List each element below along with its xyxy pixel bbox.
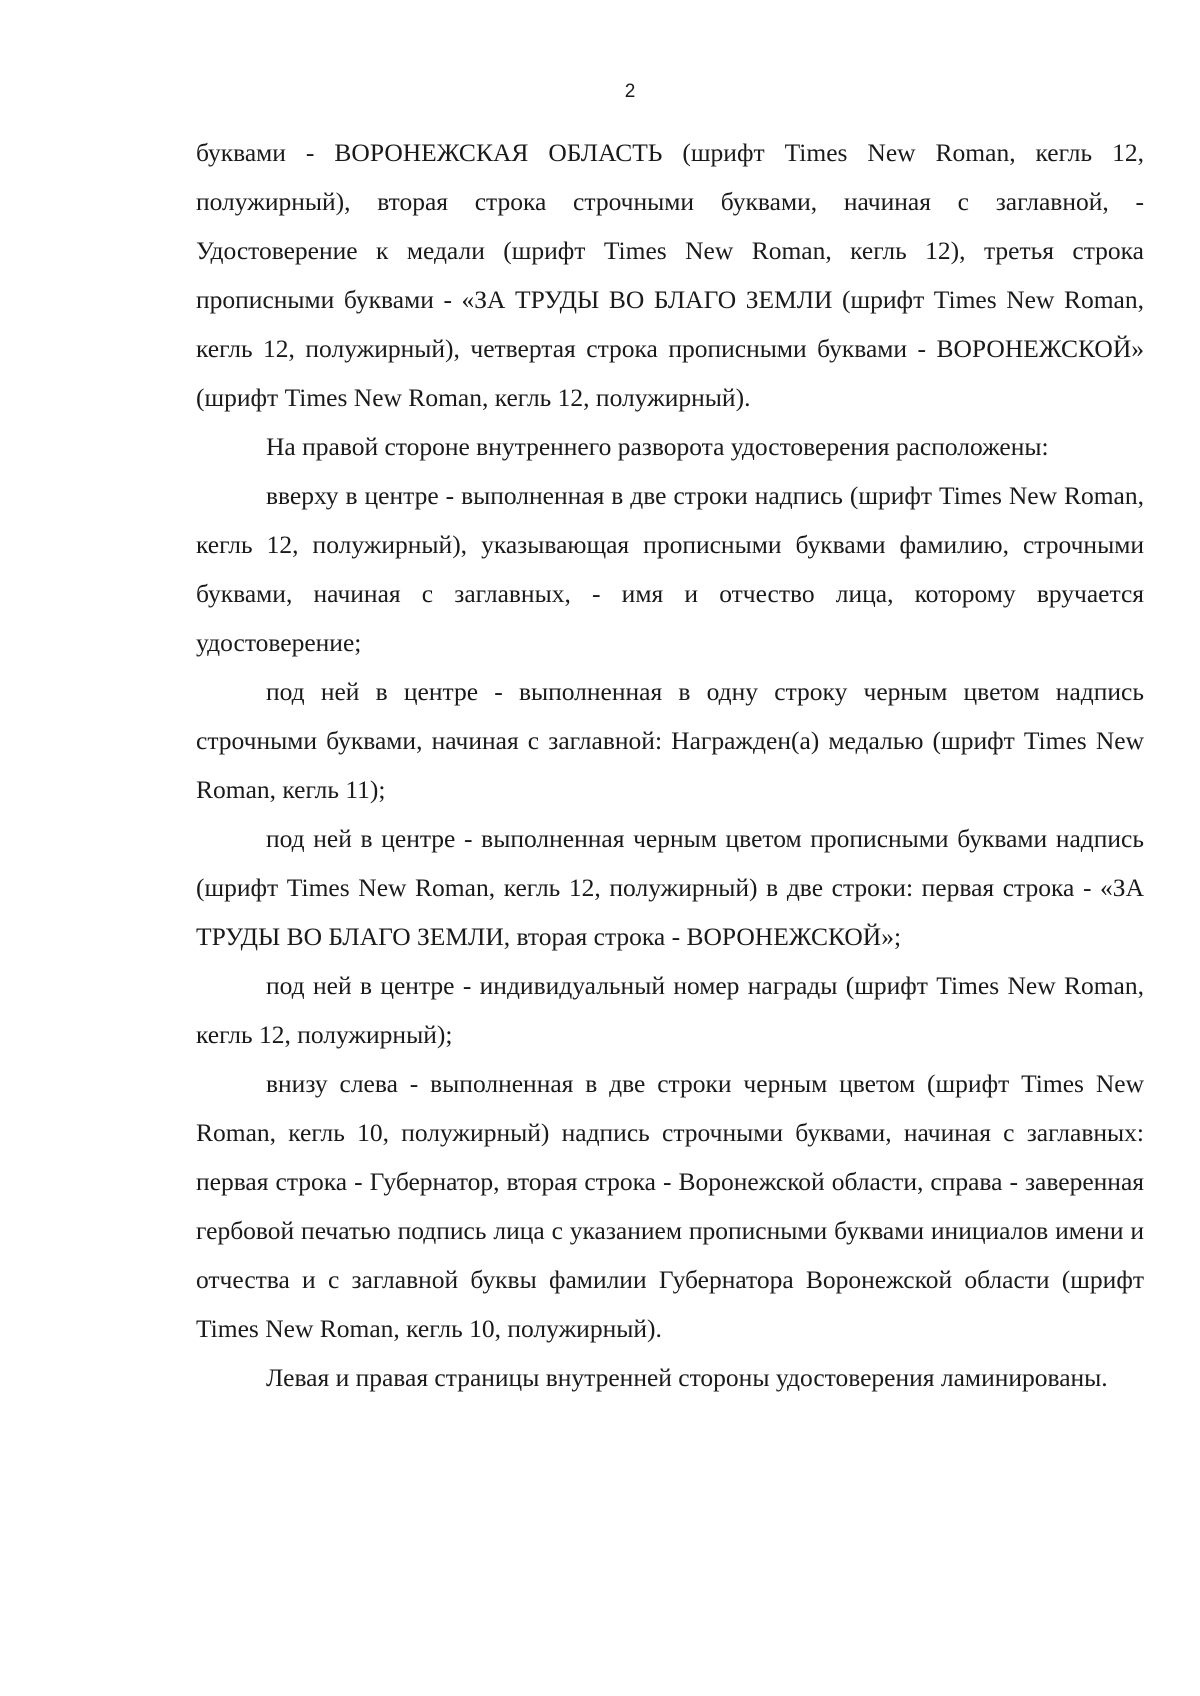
paragraph-award-number: под ней в центре - индивидуальный номер награды (шрифт Times New Roman, кегль 12, полужирный);: [196, 971, 1144, 1049]
page-number: 2: [624, 81, 636, 102]
paragraph-top-center: вверху в центре - выполненная в две строки надпись (шрифт Times New Roman, кегль 12, полужирный), указывающая прописными буквами фамилию, строчными буквами, начиная с заглавных, - имя и отчество лица, которому вручается удостоверение;: [196, 481, 1144, 657]
paragraph-lamination: Левая и правая страницы внутренней стороны удостоверения ламинированы.: [266, 1363, 1108, 1392]
paragraph-continuation: буквами - ВОРОНЕЖСКАЯ ОБЛАСТЬ (шрифт Times New Roman, кегль 12, полужирный), вторая строка строчными буквами, начиная с заглавной, - Удостоверение к медали (шрифт Times New Roman, кегль 12), третья строка прописными буквами - «ЗА ТРУДЫ ВО БЛАГО ЗЕМЛИ (шрифт Times New Roman, кегль 12, полужирный), четвертая строка прописными буквами - ВОРОНЕЖСКОЙ» (шрифт Times New Roman, кегль 12, полужирный).: [196, 138, 1144, 412]
paragraph-awarded-line: под ней в центре - выполненная в одну строку черным цветом надпись строчными буквами, начиная с заглавной: Награжден(а) медалью (шрифт Times New Roman, кегль 11);: [196, 677, 1144, 804]
paragraph-medal-title: под ней в центре - выполненная черным цветом прописными буквами надпись (шрифт Times New Roman, кегль 12, полужирный) в две строки: первая строка - «ЗА ТРУДЫ ВО БЛАГО ЗЕМЛИ, вторая строка - ВОРОНЕЖСКОЙ»;: [196, 824, 1144, 951]
document-body: [196, 128, 1144, 1402]
paragraph-signature: внизу слева - выполненная в две строки черным цветом (шрифт Times New Roman, кегль 10, полужирный) надпись строчными буквами, начиная с заглавных: первая строка - Губернатор, вторая строка - Воронежской области, справа - заверенная гербовой печатью подпись лица с указанием прописными буквами инициалов имени и отчества и с заглавной буквы фамилии Губернатора Воронежской области (шрифт Times New Roman, кегль 10, полужирный).: [196, 1069, 1144, 1343]
paragraph-right-side-intro: На правой стороне внутреннего разворота удостоверения расположены:: [266, 432, 1049, 461]
